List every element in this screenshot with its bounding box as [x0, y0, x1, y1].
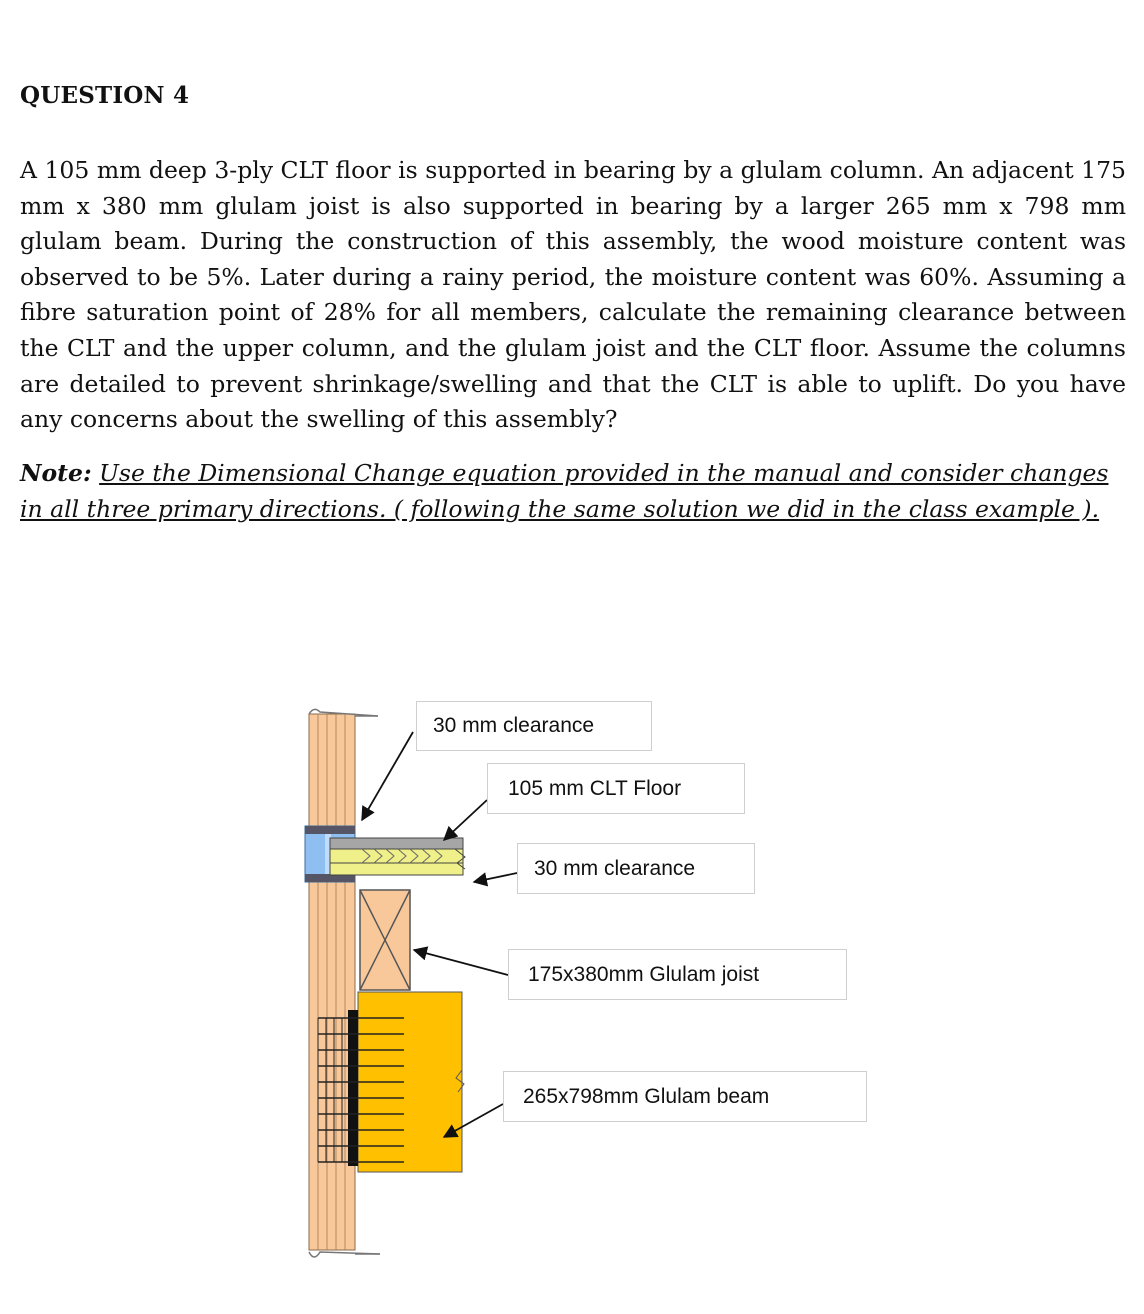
lower-glulam-column — [309, 880, 380, 1257]
upper-glulam-column — [309, 709, 378, 838]
steel-hanger — [318, 1010, 404, 1166]
callout-glulam-beam: 265x798mm Glulam beam — [503, 1071, 867, 1122]
question-heading: QUESTION 4 — [20, 82, 190, 109]
callout-top-clearance: 30 mm clearance — [416, 701, 652, 751]
question-note — [20, 455, 1126, 527]
bearing-bracket — [305, 826, 355, 882]
glulam-beam — [358, 992, 464, 1172]
glulam-joist — [360, 890, 410, 990]
callout-glulam-joist: 175x380mm Glulam joist — [508, 949, 847, 1000]
note-label: Note: — [20, 459, 92, 487]
question-body: A 105 mm deep 3-ply CLT floor is supported in bearing by a glulam column. An adjacent 175 mm x 380 mm glulam joist is also supported in bearing by a larger 265 mm x 798 mm glulam beam. During the construction of this assembly, the wood moisture content was observed to be 5%. Later during a rainy period, the moisture content was 60%. Assuming a fibre saturation point of 28% for all members, calculate the remaining clearance between the CLT and the upper column, and the glulam joist and the CLT floor. Assume the columns are detailed to prevent shrinkage/swelling and that the CLT is able to uplift. Do you have any concerns about the swelling of this assembly? — [20, 156, 1126, 434]
clt-floor-panel — [330, 838, 465, 875]
callout-clt-floor: 105 mm CLT Floor — [487, 763, 745, 814]
note-text: Use the Dimensional Change equation provided in the manual and consider changes in all three primary directions. ( following the same solution we did in the class example ). — [20, 459, 1109, 523]
callout-joist-clearance: 30 mm clearance — [517, 843, 755, 894]
